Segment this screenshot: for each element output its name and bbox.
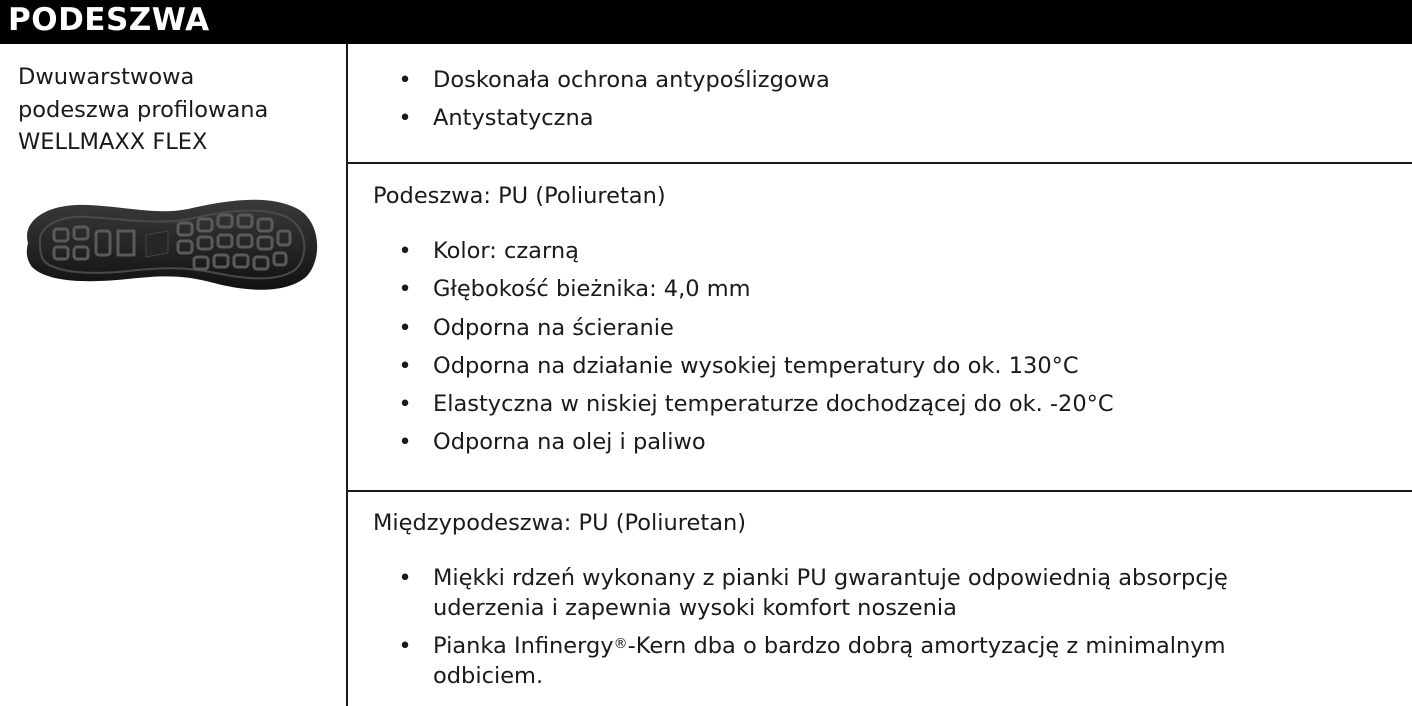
features-section xyxy=(348,44,1412,164)
sole-description xyxy=(18,61,338,159)
list-item-text: Odporna na olej i paliwo xyxy=(433,429,706,456)
list-item-text: uderzenia i zapewnia wysoki komfort noszenia xyxy=(433,595,957,621)
midsole-properties-list xyxy=(348,563,1412,691)
list-item xyxy=(348,631,1412,691)
list-item xyxy=(348,385,1412,423)
list-item-text: Antystatyczna xyxy=(433,105,594,131)
registered-mark: ® xyxy=(613,636,628,652)
list-item-text: Odporna na działanie wysokiej temperatury do ok. 130°C xyxy=(433,352,1079,379)
list-item xyxy=(348,563,1412,623)
features-list xyxy=(348,61,1412,137)
description-line: WELLMAXX FLEX xyxy=(18,129,208,155)
midsole-section xyxy=(348,492,1412,706)
bullet-icon: • xyxy=(398,429,412,456)
list-item-text: Odporna na ścieranie xyxy=(433,314,674,341)
list-item xyxy=(348,232,1412,270)
list-item xyxy=(348,61,1412,99)
outsole-properties-list xyxy=(348,232,1412,462)
list-item xyxy=(348,270,1412,308)
left-column xyxy=(0,44,347,706)
list-item-text: Kolor: czarną xyxy=(433,238,579,264)
list-item-text: Elastyczna w niskiej temperaturze dochodzącej do ok. -20°C xyxy=(433,391,1114,418)
list-item xyxy=(348,309,1412,347)
list-item xyxy=(348,347,1412,385)
bullet-icon: • xyxy=(398,238,412,264)
list-item-text: odbiciem. xyxy=(433,663,544,689)
bullet-icon: • xyxy=(398,352,412,379)
page-title: PODESZWA xyxy=(8,2,210,38)
description-line: Dwuwarstwowa xyxy=(18,64,195,90)
shoe-sole-image xyxy=(18,191,322,295)
description-line: podeszwa profilowana xyxy=(18,96,269,123)
bullet-icon: • xyxy=(398,67,412,93)
header-bar xyxy=(0,0,1412,44)
bullet-icon: • xyxy=(398,314,412,341)
bullet-icon: • xyxy=(398,633,412,659)
list-item xyxy=(348,423,1412,461)
list-item-text: Głębokość bieżnika: 4,0 mm xyxy=(433,276,751,303)
outsole-section xyxy=(348,164,1412,490)
bullet-icon: • xyxy=(398,391,412,418)
bullet-icon: • xyxy=(398,105,412,131)
list-item-text: -Kern dba o bardzo dobrą amortyzację z minimalnym xyxy=(627,633,1226,659)
section-heading: Podeszwa: PU (Poliuretan) xyxy=(373,183,666,209)
section-heading: Międzypodeszwa: PU (Poliuretan) xyxy=(373,510,747,536)
list-item-text: Doskonała ochrona antypoślizgowa xyxy=(433,67,830,93)
list-item-text: Pianka Infinergy xyxy=(433,633,614,659)
list-item xyxy=(348,99,1412,137)
bullet-icon: • xyxy=(398,565,412,591)
list-item-text: Miękki rdzeń wykonany z pianki PU gwarantuje odpowiednią absorpcję xyxy=(433,565,1228,591)
bullet-icon: • xyxy=(398,276,412,303)
